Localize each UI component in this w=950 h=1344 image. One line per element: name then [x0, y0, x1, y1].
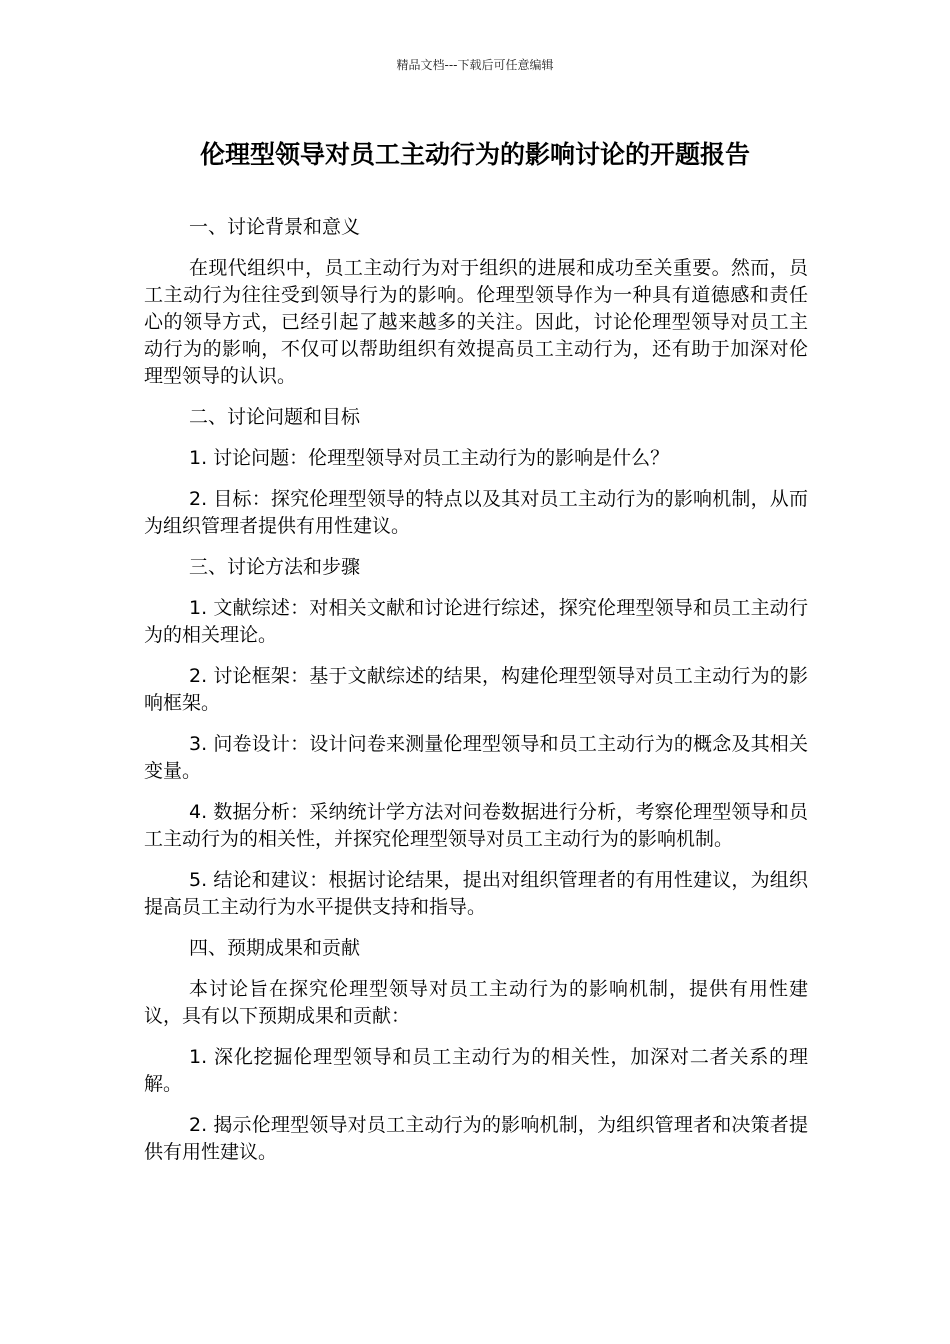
- paragraph: 在现代组织中，员工主动行为对于组织的进展和成功至关重要。然而，员工主动行为往往受到领导行为的影响。伦理型领导作为一种具有道德感和责任心的领导方式，已经引起了越来越多的关注。因此，讨论伦理型领导对员工主动行为的影响，不仅可以帮助组织有效提高员工主动行为，还有助于加深对伦理型领导的认识。: [144, 257, 808, 387]
- paragraph: 5. 结论和建议：根据讨论结果，提出对组织管理者的有用性建议，为组织提高员工主动行为水平提供支持和指导。: [144, 869, 808, 918]
- section-questions: [144, 404, 808, 540]
- paragraph: 4. 数据分析：采纳统计学方法对问卷数据进行分析，考察伦理型领导和员工主动行为的相关性，并探究伦理型领导对员工主动行为的影响机制。: [144, 801, 808, 850]
- section-outcomes: [144, 935, 808, 1166]
- document-title: 伦理型领导对员工主动行为的影响讨论的开题报告: [199, 140, 750, 169]
- paragraph: 3. 问卷设计：设计问卷来测量伦理型领导和员工主动行为的概念及其相关变量。: [144, 733, 808, 782]
- paragraph: 本讨论旨在探究伦理型领导对员工主动行为的影响机制，提供有用性建议，具有以下预期成果和贡献：: [144, 978, 808, 1027]
- section-heading: 一、讨论背景和意义: [189, 216, 361, 238]
- paragraph: 1. 深化挖掘伦理型领导和员工主动行为的相关性，加深对二者关系的理解。: [144, 1046, 808, 1095]
- section-heading: 四、预期成果和贡献: [189, 937, 361, 959]
- paragraph: 1. 文献综述：对相关文献和讨论进行综述，探究伦理型领导和员工主动行为的相关理论。: [144, 597, 808, 646]
- section-background: [144, 214, 808, 390]
- paragraph: 1. 讨论问题：伦理型领导对员工主动行为的影响是什么？: [189, 447, 670, 469]
- section-heading: 二、讨论问题和目标: [189, 406, 361, 428]
- header-note: 精品文档---下载后可任意编辑: [396, 58, 554, 72]
- document-body: [144, 214, 808, 1180]
- section-methods: [144, 554, 808, 921]
- paragraph: 2. 目标：探究伦理型领导的特点以及其对员工主动行为的影响机制，从而为组织管理者提供有用性建议。: [144, 488, 808, 537]
- section-heading: 三、讨论方法和步骤: [189, 556, 361, 578]
- paragraph: 2. 讨论框架：基于文献综述的结果，构建伦理型领导对员工主动行为的影响框架。: [144, 665, 808, 714]
- paragraph: 2. 揭示伦理型领导对员工主动行为的影响机制，为组织管理者和决策者提供有用性建议。: [144, 1114, 808, 1163]
